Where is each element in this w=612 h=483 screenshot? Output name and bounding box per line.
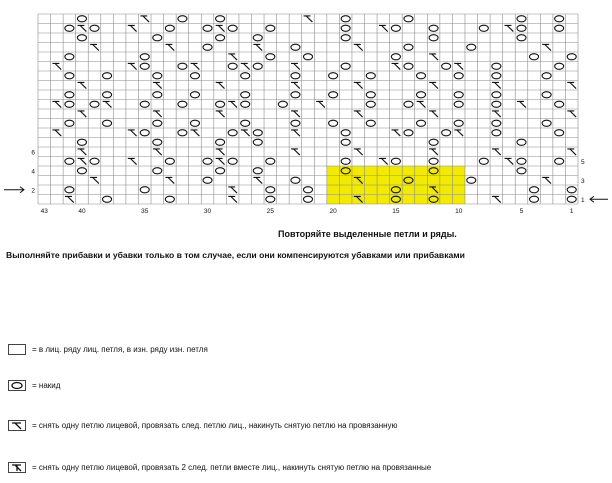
yarn-over-icon — [555, 25, 564, 31]
yarn-over-icon — [165, 158, 174, 164]
row-label-right: 5 — [581, 158, 585, 166]
yarn-over-icon — [266, 158, 275, 164]
yarn-over-icon — [429, 158, 438, 164]
yarn-over-icon — [555, 16, 564, 22]
skp-decrease-icon — [78, 111, 87, 117]
yarn-over-icon — [153, 73, 162, 79]
yarn-over-icon — [492, 63, 501, 69]
skp-decrease-icon — [429, 111, 438, 117]
yarn-over-icon — [479, 25, 488, 31]
yarn-over-icon — [567, 196, 576, 202]
yarn-over-icon — [103, 120, 112, 126]
yarn-over-icon — [140, 101, 149, 107]
skp-decrease-icon — [90, 177, 99, 183]
skp-decrease-icon — [354, 44, 363, 50]
yarn-over-icon — [492, 130, 501, 136]
knitting-chart — [0, 0, 612, 230]
yarn-over-icon — [467, 177, 476, 183]
legend-text-skp: = снять одну петлю лицевой, провязать след. петлю лиц., накинуть снятую петлю на провязанную — [32, 421, 398, 430]
yarn-over-icon — [216, 35, 225, 41]
skp-decrease-icon — [65, 196, 74, 202]
yarn-over-icon — [90, 158, 99, 164]
yarn-over-icon — [140, 63, 149, 69]
yarn-over-icon — [241, 92, 250, 98]
yarn-over-icon — [165, 196, 174, 202]
skp-decrease-icon — [216, 25, 225, 31]
skp-decrease-icon — [191, 63, 200, 69]
skp-decrease-icon — [52, 63, 61, 69]
yarn-over-icon — [190, 73, 199, 79]
skp-decrease-icon — [228, 187, 237, 193]
yarn-over-icon — [216, 139, 225, 145]
skp-decrease-icon — [379, 25, 388, 31]
skp-decrease-icon — [78, 149, 87, 155]
yarn-over-icon — [442, 130, 451, 136]
yarn-over-icon — [103, 92, 112, 98]
sk2p-decrease-icon — [8, 462, 26, 473]
yarn-over-icon — [153, 168, 162, 174]
skp-decrease-icon — [241, 63, 250, 69]
skp-decrease-icon — [153, 111, 162, 117]
skp-decrease-icon — [291, 111, 300, 117]
yarn-over-icon — [153, 139, 162, 145]
skp-decrease-icon — [392, 130, 401, 136]
yarn-over-icon — [241, 101, 250, 107]
skp-decrease-icon — [429, 149, 438, 155]
arrow-left-icon — [590, 196, 608, 202]
yarn-over-icon — [8, 380, 26, 391]
skp-decrease-icon — [492, 196, 501, 202]
skp-decrease-icon — [52, 101, 61, 107]
yarn-over-icon — [517, 158, 526, 164]
yarn-over-icon — [203, 25, 212, 31]
column-label: 10 — [455, 208, 463, 215]
yarn-over-icon — [341, 35, 350, 41]
yarn-over-icon — [90, 25, 99, 31]
yarn-over-icon — [542, 73, 551, 79]
yarn-over-icon — [341, 25, 350, 31]
skp-decrease-icon — [291, 130, 300, 136]
yarn-over-icon — [216, 16, 225, 22]
skp-decrease-icon — [78, 82, 87, 88]
yarn-over-icon — [165, 25, 174, 31]
skp-decrease-icon — [354, 82, 363, 88]
skp-decrease-icon — [78, 25, 87, 31]
yarn-over-icon — [517, 35, 526, 41]
skp-decrease-icon — [52, 130, 61, 136]
yarn-over-icon — [178, 63, 187, 69]
legend-item-knit — [8, 344, 208, 355]
yarn-over-icon — [454, 101, 463, 107]
yarn-over-icon — [103, 73, 112, 79]
column-label: 40 — [78, 208, 86, 215]
yarn-over-icon — [203, 177, 212, 183]
skp-decrease-icon — [454, 63, 463, 69]
row-label-left: 4 — [31, 168, 35, 176]
yarn-over-icon — [291, 73, 300, 79]
yarn-over-icon — [341, 63, 350, 69]
yarn-over-icon — [329, 73, 338, 79]
column-label: 25 — [266, 208, 274, 215]
skp-decrease-icon — [165, 177, 174, 183]
yarn-over-icon — [442, 63, 451, 69]
yarn-over-icon — [492, 92, 501, 98]
skp-decrease-icon — [392, 63, 401, 69]
yarn-over-icon — [253, 168, 262, 174]
yarn-over-icon — [404, 44, 413, 50]
yarn-over-icon — [404, 130, 413, 136]
yarn-over-icon — [366, 73, 375, 79]
row-label-left: 2 — [31, 187, 35, 195]
skp-decrease-icon — [128, 25, 137, 31]
yarn-over-icon — [542, 120, 551, 126]
yarn-over-icon — [391, 25, 400, 31]
yarn-over-icon — [366, 101, 375, 107]
skp-decrease-icon — [153, 82, 162, 88]
yarn-over-icon — [216, 101, 225, 107]
skp-decrease-icon — [128, 130, 137, 136]
skp-decrease-icon — [505, 158, 514, 164]
yarn-over-icon — [391, 158, 400, 164]
yarn-over-icon — [65, 73, 74, 79]
column-label: 43 — [40, 208, 48, 215]
yarn-over-icon — [517, 168, 526, 174]
yarn-over-icon — [77, 16, 86, 22]
legend-item-sk2p — [8, 462, 431, 473]
skp-decrease-icon — [228, 196, 237, 202]
skp-decrease-icon — [191, 130, 200, 136]
yarn-over-icon — [278, 101, 287, 107]
skp-decrease-icon — [216, 149, 225, 155]
skp-decrease-icon — [379, 158, 388, 164]
skp-decrease-icon — [429, 82, 438, 88]
yarn-over-icon — [542, 92, 551, 98]
yarn-over-icon — [178, 130, 187, 136]
yarn-over-icon — [429, 139, 438, 145]
yarn-over-icon — [404, 63, 413, 69]
column-label: 15 — [392, 208, 400, 215]
yarn-over-icon — [291, 177, 300, 183]
yarn-over-icon — [555, 101, 564, 107]
yarn-over-icon — [567, 54, 576, 60]
skp-decrease-icon — [316, 101, 325, 107]
column-label: 35 — [141, 208, 149, 215]
yarn-over-icon — [253, 35, 262, 41]
yarn-over-icon — [454, 73, 463, 79]
yarn-over-icon — [555, 63, 564, 69]
yarn-over-icon — [417, 73, 426, 79]
skp-decrease-icon — [216, 158, 225, 164]
skp-decrease-icon — [228, 54, 237, 60]
skp-decrease-icon — [542, 177, 551, 183]
yarn-over-icon — [203, 158, 212, 164]
yarn-over-icon — [103, 196, 112, 202]
yarn-over-icon — [517, 16, 526, 22]
yarn-over-icon — [303, 196, 312, 202]
yarn-over-icon — [341, 130, 350, 136]
yarn-over-icon — [429, 35, 438, 41]
yarn-over-icon — [429, 25, 438, 31]
yarn-over-icon — [65, 101, 74, 107]
yarn-over-icon — [253, 139, 262, 145]
skp-decrease-icon — [567, 149, 576, 155]
skp-decrease-icon — [505, 25, 514, 31]
yarn-over-icon — [417, 120, 426, 126]
skp-decrease-icon — [354, 149, 363, 155]
legend-text-yarn-over: = накид — [32, 381, 61, 390]
yarn-over-icon — [178, 101, 187, 107]
yarn-over-icon — [303, 187, 312, 193]
skp-decrease-icon — [103, 101, 112, 107]
legend-item-skp — [8, 420, 398, 431]
arrow-right-icon — [4, 187, 24, 193]
skp-decrease-icon — [417, 101, 426, 107]
yarn-over-icon — [153, 35, 162, 41]
yarn-over-icon — [153, 92, 162, 98]
yarn-over-icon — [530, 54, 539, 60]
yarn-over-icon — [391, 54, 400, 60]
yarn-over-icon — [178, 16, 187, 22]
yarn-over-icon — [77, 168, 86, 174]
skp-decrease-icon — [128, 158, 137, 164]
skp-decrease-icon — [241, 130, 250, 136]
legend-text-sk2p: = снять одну петлю лицевой, провязать 2 след. петли вместе лиц., накинуть снятую петлю на провязанные — [32, 463, 432, 472]
skp-decrease-icon — [165, 44, 174, 50]
row-label-right: 1 — [581, 196, 585, 204]
yarn-over-icon — [492, 120, 501, 126]
yarn-over-icon — [77, 139, 86, 145]
skp-decrease-icon — [216, 111, 225, 117]
yarn-over-icon — [228, 63, 237, 69]
yarn-over-icon — [77, 35, 86, 41]
yarn-over-icon — [153, 120, 162, 126]
yarn-over-icon — [65, 92, 74, 98]
yarn-over-icon — [65, 187, 74, 193]
skp-decrease-icon — [492, 82, 501, 88]
yarn-over-icon — [203, 44, 212, 50]
yarn-over-icon — [228, 158, 237, 164]
yarn-over-icon — [454, 120, 463, 126]
yarn-over-icon — [266, 54, 275, 60]
yarn-over-icon — [228, 25, 237, 31]
yarn-over-icon — [454, 92, 463, 98]
skp-decrease-icon — [517, 101, 526, 107]
yarn-over-icon — [329, 120, 338, 126]
yarn-over-icon — [90, 101, 99, 107]
repeat-note: Повторяйте выделенные петли и ряды. — [278, 229, 457, 239]
column-label: 20 — [329, 208, 337, 215]
yarn-over-icon — [479, 158, 488, 164]
yarn-over-icon — [65, 158, 74, 164]
skp-decrease-icon — [492, 111, 501, 117]
yarn-over-icon — [291, 92, 300, 98]
skp-decrease-icon — [90, 44, 99, 50]
yarn-over-icon — [303, 54, 312, 60]
yarn-over-icon — [190, 92, 199, 98]
yarn-over-icon — [140, 130, 149, 136]
yarn-over-icon — [366, 92, 375, 98]
row-label-right: 3 — [581, 177, 585, 185]
yarn-over-icon — [253, 63, 262, 69]
yarn-over-icon — [190, 120, 199, 126]
yarn-over-icon — [417, 92, 426, 98]
skp-decrease-icon — [304, 16, 313, 22]
yarn-over-icon — [65, 54, 74, 60]
yarn-over-icon — [140, 187, 149, 193]
yarn-over-icon — [65, 25, 74, 31]
yarn-over-icon — [404, 16, 413, 22]
legend-item-yarn-over — [8, 380, 60, 391]
skp-decrease-icon — [291, 149, 300, 155]
column-label: 30 — [203, 208, 212, 215]
yarn-over-icon — [492, 101, 501, 107]
yarn-over-icon — [291, 120, 300, 126]
row-label-left: 6 — [31, 149, 35, 157]
yarn-over-icon — [291, 44, 300, 50]
skp-decrease-icon — [253, 177, 262, 183]
column-label: 1 — [569, 208, 574, 215]
yarn-over-icon — [266, 196, 275, 202]
skp-decrease-icon — [8, 420, 26, 431]
skp-decrease-icon — [567, 82, 576, 88]
skp-decrease-icon — [128, 63, 137, 69]
yarn-over-icon — [266, 187, 275, 193]
yarn-over-icon — [366, 120, 375, 126]
yarn-over-icon — [555, 130, 564, 136]
skp-decrease-icon — [291, 82, 300, 88]
yarn-over-icon — [517, 25, 526, 31]
yarn-over-icon — [253, 130, 262, 136]
yarn-over-icon — [241, 120, 250, 126]
yarn-over-icon — [492, 73, 501, 79]
skp-decrease-icon — [78, 158, 87, 164]
yarn-over-icon — [530, 187, 539, 193]
yarn-over-icon — [341, 139, 350, 145]
yarn-over-icon — [517, 139, 526, 145]
skp-decrease-icon — [354, 111, 363, 117]
yarn-over-icon — [329, 92, 338, 98]
skp-decrease-icon — [228, 101, 237, 107]
yarn-over-icon — [404, 101, 413, 107]
increase-decrease-note: Выполняйте прибавки и убавки только в том случае, если они компенсируются убавками или прибавками — [6, 250, 465, 260]
yarn-over-icon — [555, 158, 564, 164]
skp-decrease-icon — [454, 130, 463, 136]
yarn-over-icon — [65, 120, 74, 126]
yarn-over-icon — [341, 16, 350, 22]
yarn-over-icon — [530, 196, 539, 202]
blank-cell-icon — [8, 344, 26, 355]
skp-decrease-icon — [492, 149, 501, 155]
column-label: 5 — [519, 208, 524, 215]
yarn-over-icon — [216, 168, 225, 174]
legend-text-knit: = в лиц. ряду лиц. петля, в изн. ряду изн. петля — [32, 345, 208, 354]
skp-decrease-icon — [140, 16, 149, 22]
yarn-over-icon — [266, 25, 275, 31]
skp-decrease-icon — [291, 63, 300, 69]
yarn-over-icon — [228, 130, 237, 136]
yarn-over-icon — [467, 44, 476, 50]
yarn-over-icon — [567, 187, 576, 193]
skp-decrease-icon — [253, 44, 262, 50]
skp-decrease-icon — [567, 111, 576, 117]
yarn-over-icon — [140, 54, 149, 60]
skp-decrease-icon — [429, 54, 438, 60]
yarn-over-icon — [241, 73, 250, 79]
yarn-over-icon — [341, 158, 350, 164]
skp-decrease-icon — [542, 44, 551, 50]
skp-decrease-icon — [153, 149, 162, 155]
skp-decrease-icon — [216, 82, 225, 88]
